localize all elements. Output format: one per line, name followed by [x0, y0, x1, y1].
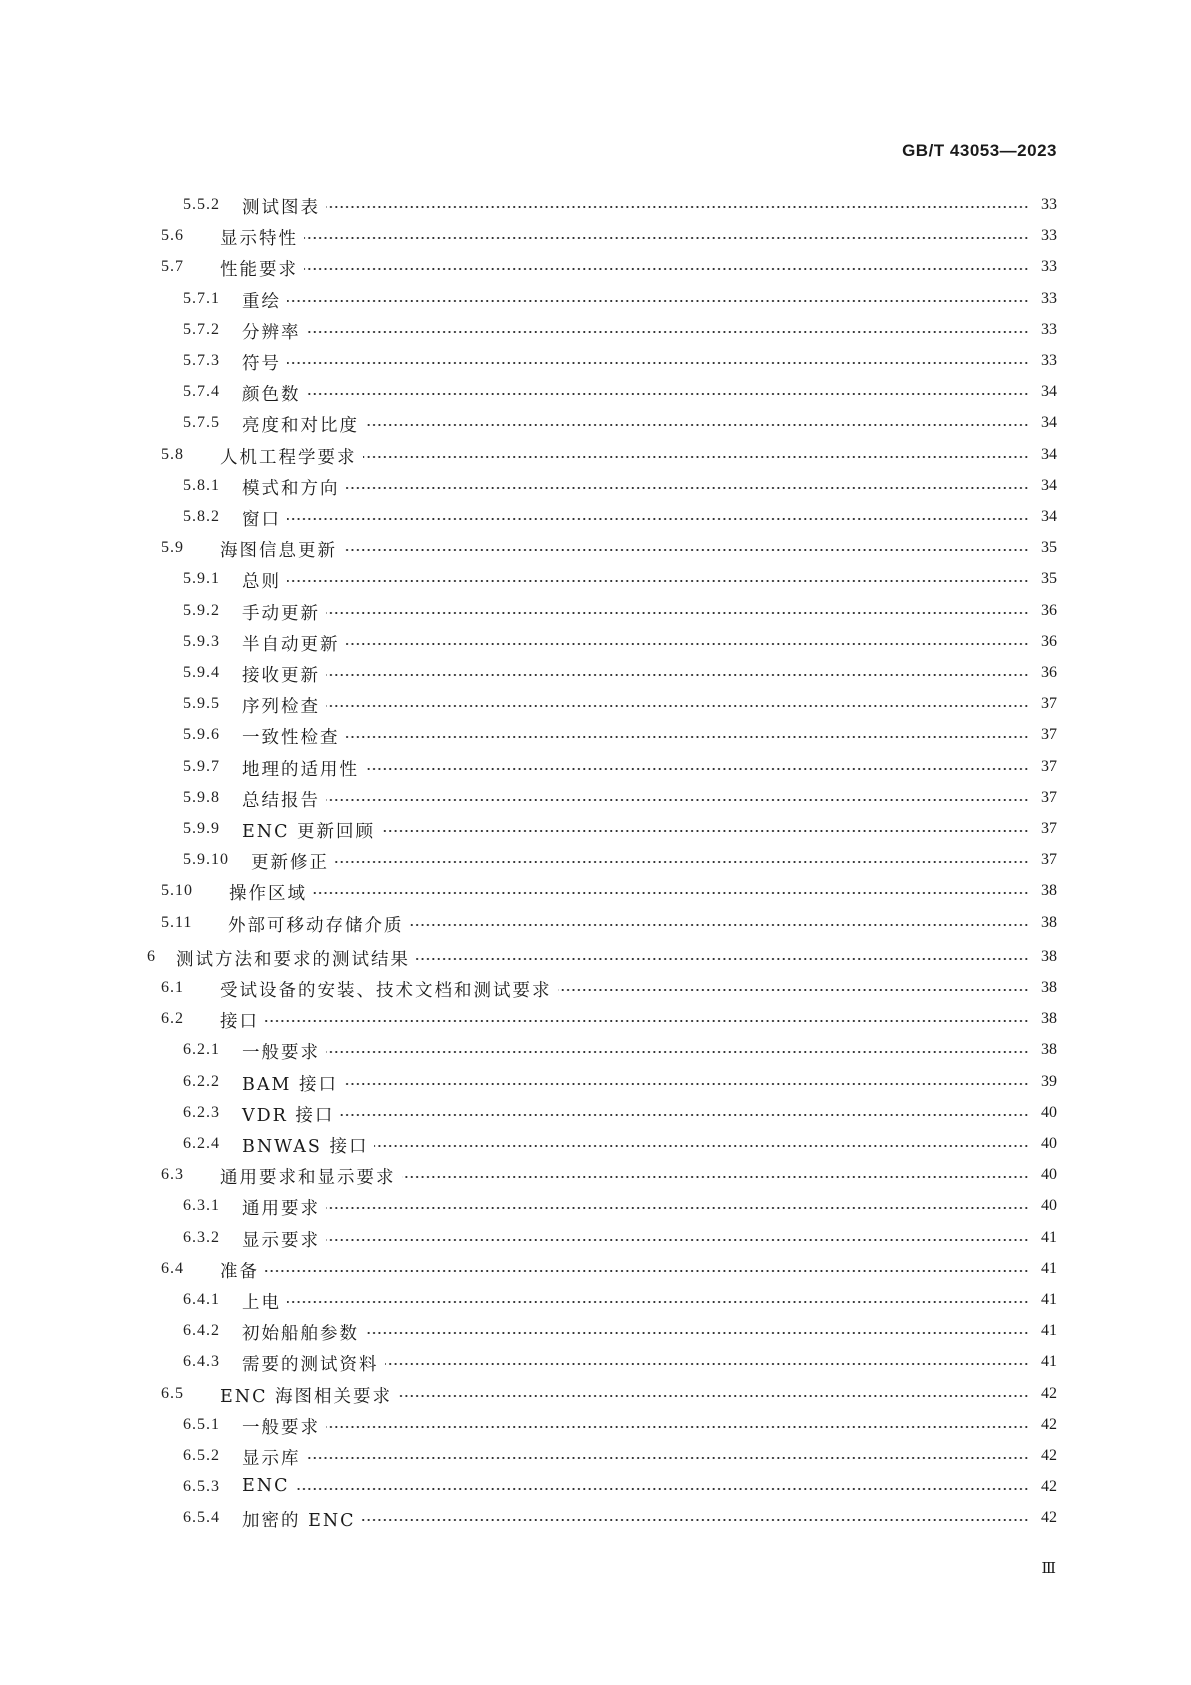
toc-entry[interactable]: [0, 1069, 1191, 1097]
toc-entry-number: 6.2.3: [183, 1103, 220, 1121]
toc-entry-page: 41: [1041, 1228, 1057, 1246]
toc-entry-page: 33: [1041, 258, 1057, 276]
toc-entry-page: 37: [1041, 788, 1057, 806]
toc-entry-title: BAM 接口: [242, 1071, 340, 1096]
toc-entry-number: 5.6: [161, 227, 184, 245]
toc-entry[interactable]: [0, 910, 1191, 938]
toc-entry-page: 35: [1041, 570, 1057, 588]
toc-leader-dots: [313, 891, 1029, 895]
toc-entry-number: 6.4.1: [183, 1291, 220, 1308]
toc-entry-page: 34: [1041, 508, 1057, 525]
toc-entry-number: 5.7.4: [183, 383, 220, 401]
toc-entry[interactable]: [0, 410, 1191, 438]
toc-entry[interactable]: [0, 1287, 1191, 1315]
toc-entry[interactable]: [0, 1225, 1191, 1253]
toc-entry-title: 手动更新: [242, 600, 322, 625]
toc-entry[interactable]: [0, 691, 1191, 719]
toc-entry-number: 5.9.8: [183, 788, 220, 806]
toc-leader-dots: [287, 579, 1029, 583]
toc-leader-dots: [402, 1175, 1029, 1179]
toc-entry-title: 受试设备的安装、技术文档和测试要求: [220, 977, 554, 1002]
toc-entry-page: 34: [1041, 476, 1057, 494]
toc-leader-dots: [335, 860, 1029, 864]
toc-entry-page: 38: [1041, 947, 1057, 965]
standard-code: GB/T 43053—2023: [902, 141, 1057, 160]
toc-entry-number: 5.9.10: [183, 851, 229, 869]
toc-entry[interactable]: [0, 1100, 1191, 1128]
toc-leader-dots: [326, 1050, 1029, 1054]
toc-leader-dots: [326, 704, 1029, 708]
toc-entry[interactable]: [0, 223, 1191, 251]
toc-entry-title: 需要的测试资料: [242, 1351, 381, 1376]
toc-leader-dots: [340, 1113, 1029, 1117]
toc-entry-page: 38: [1041, 882, 1057, 900]
toc-entry-page: 36: [1041, 664, 1057, 681]
toc-entry[interactable]: [0, 442, 1191, 470]
toc-entry-number: 6.2.1: [183, 1041, 220, 1059]
toc-entry-page: 37: [1041, 820, 1057, 837]
toc-entry-number: 5.9.9: [183, 820, 220, 837]
toc-entry-page: 36: [1041, 632, 1057, 650]
toc-entry-page: 33: [1041, 320, 1057, 338]
toc-entry-title: 总则: [242, 568, 283, 593]
toc-entry[interactable]: [0, 1006, 1191, 1034]
toc-entry-page: 34: [1041, 414, 1057, 432]
toc-entry-number: 5.8.2: [183, 508, 220, 525]
toc-leader-dots: [287, 517, 1029, 521]
toc-entry[interactable]: [0, 1256, 1191, 1284]
toc-entry-number: 5.7.5: [183, 414, 220, 432]
toc-leader-dots: [287, 1300, 1029, 1304]
toc-entry-title: 通用要求和显示要求: [220, 1164, 398, 1189]
toc-entry-title: ENC: [242, 1476, 290, 1497]
toc-entry[interactable]: [0, 1505, 1191, 1533]
toc-leader-dots: [365, 423, 1029, 427]
toc-entry-title: 一般要求: [242, 1414, 322, 1439]
toc-leader-dots: [326, 205, 1029, 209]
toc-entry[interactable]: [0, 975, 1191, 1003]
toc-entry[interactable]: [0, 379, 1191, 407]
toc-entry[interactable]: [0, 722, 1191, 750]
toc-leader-dots: [558, 988, 1029, 992]
toc-leader-dots: [374, 1144, 1029, 1148]
toc-entry[interactable]: [0, 1474, 1191, 1502]
toc-leader-dots: [344, 1082, 1029, 1086]
toc-leader-dots: [326, 798, 1029, 802]
toc-entry-title: 一致性检查: [242, 724, 342, 749]
toc-entry-page: 34: [1041, 445, 1057, 463]
toc-entry-page: 38: [1041, 1010, 1057, 1028]
toc-leader-dots: [307, 392, 1029, 396]
toc-entry[interactable]: [0, 192, 1191, 220]
toc-entry-title: 接口: [220, 1008, 261, 1033]
toc-entry-title: 加密的 ENC: [242, 1507, 358, 1532]
toc-entry-page: 39: [1041, 1072, 1057, 1090]
toc-entry-title: ENC 海图相关要求: [220, 1383, 394, 1408]
toc-leader-dots: [365, 1331, 1029, 1335]
toc-leader-dots: [365, 767, 1029, 771]
toc-entry-number: 6.3: [161, 1166, 184, 1184]
toc-entry-title: BNWAS 接口: [242, 1133, 370, 1158]
toc-entry-number: 6.5.2: [183, 1447, 220, 1464]
toc-entry[interactable]: [0, 1381, 1191, 1409]
toc-entry[interactable]: [0, 1443, 1191, 1471]
toc-entry[interactable]: [0, 348, 1191, 376]
toc-entry-page: 41: [1041, 1291, 1057, 1308]
toc-entry[interactable]: [0, 878, 1191, 906]
toc-leader-dots: [346, 486, 1029, 490]
toc-entry-page: 40: [1041, 1135, 1057, 1152]
toc-entry-title: 操作区域: [229, 880, 309, 905]
toc-entry-title: 外部可移动存储介质: [228, 912, 406, 937]
toc-entry-number: 5.11: [161, 913, 193, 931]
toc-entry[interactable]: [0, 535, 1191, 563]
toc-entry[interactable]: [0, 1131, 1191, 1159]
toc-leader-dots: [398, 1394, 1029, 1398]
toc-entry-number: 6.5.4: [183, 1509, 220, 1527]
toc-entry-page: 42: [1041, 1509, 1057, 1527]
toc-entry-number: 5.9.2: [183, 601, 220, 619]
toc-leader-dots: [326, 1425, 1029, 1429]
toc-leader-dots: [307, 330, 1029, 334]
toc-entry-number: 6.2: [161, 1010, 184, 1028]
toc-entry-title: 亮度和对比度: [242, 412, 361, 437]
toc-entry-page: 41: [1041, 1322, 1057, 1340]
toc-entry[interactable]: [0, 847, 1191, 875]
toc-entry[interactable]: [0, 1349, 1191, 1377]
toc-entry-page: 37: [1041, 757, 1057, 775]
toc-leader-dots: [304, 236, 1029, 240]
toc-entry-title: 模式和方向: [242, 475, 342, 500]
toc-leader-dots: [346, 642, 1029, 646]
toc-leader-dots: [343, 548, 1029, 552]
toc-entry-number: 5.7.1: [183, 289, 220, 307]
toc-entry[interactable]: [0, 286, 1191, 314]
toc-entry-page: 41: [1041, 1259, 1057, 1277]
toc-leader-dots: [295, 1487, 1029, 1491]
toc-entry[interactable]: [0, 317, 1191, 345]
toc-entry-number: 6.3.1: [183, 1197, 220, 1215]
toc-entry-number: 5.9.6: [183, 726, 220, 744]
toc-entry-title: 通用要求: [242, 1195, 322, 1220]
toc-entry[interactable]: [0, 629, 1191, 657]
toc-entry-page: 38: [1041, 1041, 1057, 1059]
toc-entry-title: 显示要求: [242, 1227, 322, 1252]
toc-entry[interactable]: [0, 754, 1191, 782]
toc-entry-page: 41: [1041, 1353, 1057, 1371]
toc-entry-page: 38: [1041, 979, 1057, 996]
toc-entry-page: 40: [1041, 1197, 1057, 1215]
toc-leader-dots: [326, 1238, 1029, 1242]
toc-entry-number: 6.4.2: [183, 1322, 220, 1340]
toc-entry-title: 海图信息更新: [220, 537, 339, 562]
toc-entry-page: 42: [1041, 1447, 1057, 1464]
toc-entry-title: 更新修正: [251, 849, 331, 874]
toc-entry-title: 总结报告: [242, 787, 322, 812]
toc-entry[interactable]: [0, 504, 1191, 532]
toc-entry-title: 人机工程学要求: [220, 444, 359, 469]
toc-entry-title: 重绘: [242, 288, 283, 313]
toc-entry-number: 5.7.3: [183, 352, 220, 369]
toc-entry-number: 5.5.2: [183, 196, 220, 213]
toc-entry-title: 上电: [242, 1289, 283, 1314]
toc-leader-dots: [346, 735, 1029, 739]
toc-entry-title: 窗口: [242, 506, 283, 531]
toc-entry-number: 5.9.1: [183, 570, 220, 588]
toc-leader-dots: [385, 1362, 1029, 1366]
toc-entry-number: 6.4.3: [183, 1353, 220, 1371]
toc-leader-dots: [265, 1269, 1029, 1273]
toc-entry-number: 5.8: [161, 445, 184, 463]
toc-entry-page: 33: [1041, 227, 1057, 245]
toc-entry-number: 6.5: [161, 1384, 184, 1402]
toc-leader-dots: [363, 455, 1029, 459]
toc-entry[interactable]: [0, 566, 1191, 594]
toc-entry-number: 6.1: [161, 979, 184, 996]
toc-entry-page: 33: [1041, 196, 1057, 213]
toc-leader-dots: [326, 611, 1029, 615]
toc-entry[interactable]: [0, 1412, 1191, 1440]
toc-leader-dots: [287, 361, 1029, 365]
toc-leader-dots: [304, 267, 1029, 271]
toc-entry-title: 测试图表: [242, 194, 322, 219]
toc-entry-title: 符号: [242, 350, 283, 375]
toc-entry-title: 准备: [220, 1258, 261, 1283]
toc-entry-page: 40: [1041, 1166, 1057, 1184]
toc-entry-page: 34: [1041, 383, 1057, 401]
toc-entry-number: 6.5.1: [183, 1415, 220, 1433]
toc-entry-title: 接收更新: [242, 662, 322, 687]
toc-entry[interactable]: [0, 785, 1191, 813]
toc-leader-dots: [307, 1456, 1029, 1460]
toc-entry-number: 5.9: [161, 539, 184, 557]
toc-entry-title: 一般要求: [242, 1039, 322, 1064]
toc-entry-page: 38: [1041, 913, 1057, 931]
toc-entry-number: 6.2.4: [183, 1135, 220, 1152]
toc-leader-dots: [416, 957, 1029, 961]
toc-entry[interactable]: [0, 1193, 1191, 1221]
toc-entry-number: 5.8.1: [183, 476, 220, 494]
toc-entry[interactable]: [0, 254, 1191, 282]
toc-leader-dots: [265, 1019, 1029, 1023]
toc-entry-title: 性能要求: [220, 256, 300, 281]
toc-entry-title: 显示库: [242, 1445, 303, 1470]
toc-entry-page: 37: [1041, 726, 1057, 744]
toc-leader-dots: [326, 1206, 1029, 1210]
toc-entry-title: ENC 更新回顾: [242, 818, 377, 843]
toc-leader-dots: [362, 1518, 1029, 1522]
toc-entry-page: 42: [1041, 1415, 1057, 1433]
toc-entry[interactable]: [0, 1318, 1191, 1346]
toc-entry-page: 33: [1041, 352, 1057, 369]
toc-entry-page: 36: [1041, 601, 1057, 619]
toc-entry-title: VDR 接口: [242, 1102, 336, 1127]
toc-entry[interactable]: [0, 944, 1191, 972]
toc-entry-title: 初始船舶参数: [242, 1320, 361, 1345]
toc-entry-page: 40: [1041, 1103, 1057, 1121]
toc-entry-number: 6.3.2: [183, 1228, 220, 1246]
toc-leader-dots: [381, 829, 1029, 833]
toc-entry-number: 5.9.3: [183, 632, 220, 650]
toc-entry-number: 5.9.5: [183, 695, 220, 713]
toc-entry[interactable]: [0, 598, 1191, 626]
toc-entry-page: 33: [1041, 289, 1057, 307]
toc-entry-number: 6: [147, 947, 156, 965]
toc-entry-title: 显示特性: [220, 225, 300, 250]
toc-entry-page: 37: [1041, 695, 1057, 713]
toc-entry-title: 序列检查: [242, 693, 322, 718]
toc-entry[interactable]: [0, 1037, 1191, 1065]
toc-entry-number: 5.7.2: [183, 320, 220, 338]
toc-entry-title: 分辨率: [242, 319, 303, 344]
toc-entry[interactable]: [0, 1162, 1191, 1190]
toc-leader-dots: [287, 299, 1029, 303]
toc-entry-title: 测试方法和要求的测试结果: [176, 946, 412, 971]
toc-entry-title: 地理的适用性: [242, 756, 361, 781]
toc-entry-number: 6.4: [161, 1259, 184, 1277]
toc-entry[interactable]: [0, 816, 1191, 844]
toc-entry-number: 5.9.7: [183, 757, 220, 775]
toc-entry-title: 半自动更新: [242, 631, 342, 656]
page-number: Ⅲ: [1041, 1561, 1057, 1577]
toc-leader-dots: [410, 923, 1029, 927]
toc-entry-page: 35: [1041, 539, 1057, 557]
toc-entry-page: 42: [1041, 1478, 1057, 1496]
toc-entry-number: 6.5.3: [183, 1478, 220, 1496]
toc-leader-dots: [326, 673, 1029, 677]
toc-entry-title: 颜色数: [242, 381, 303, 406]
toc-entry[interactable]: [0, 473, 1191, 501]
toc-entry-number: 5.9.4: [183, 664, 220, 681]
toc-entry-page: 42: [1041, 1384, 1057, 1402]
toc-entry-number: 5.7: [161, 258, 184, 276]
toc-entry-number: 6.2.2: [183, 1072, 220, 1090]
toc-entry-number: 5.10: [161, 882, 193, 900]
toc-entry[interactable]: [0, 660, 1191, 688]
toc-entry-page: 37: [1041, 851, 1057, 869]
